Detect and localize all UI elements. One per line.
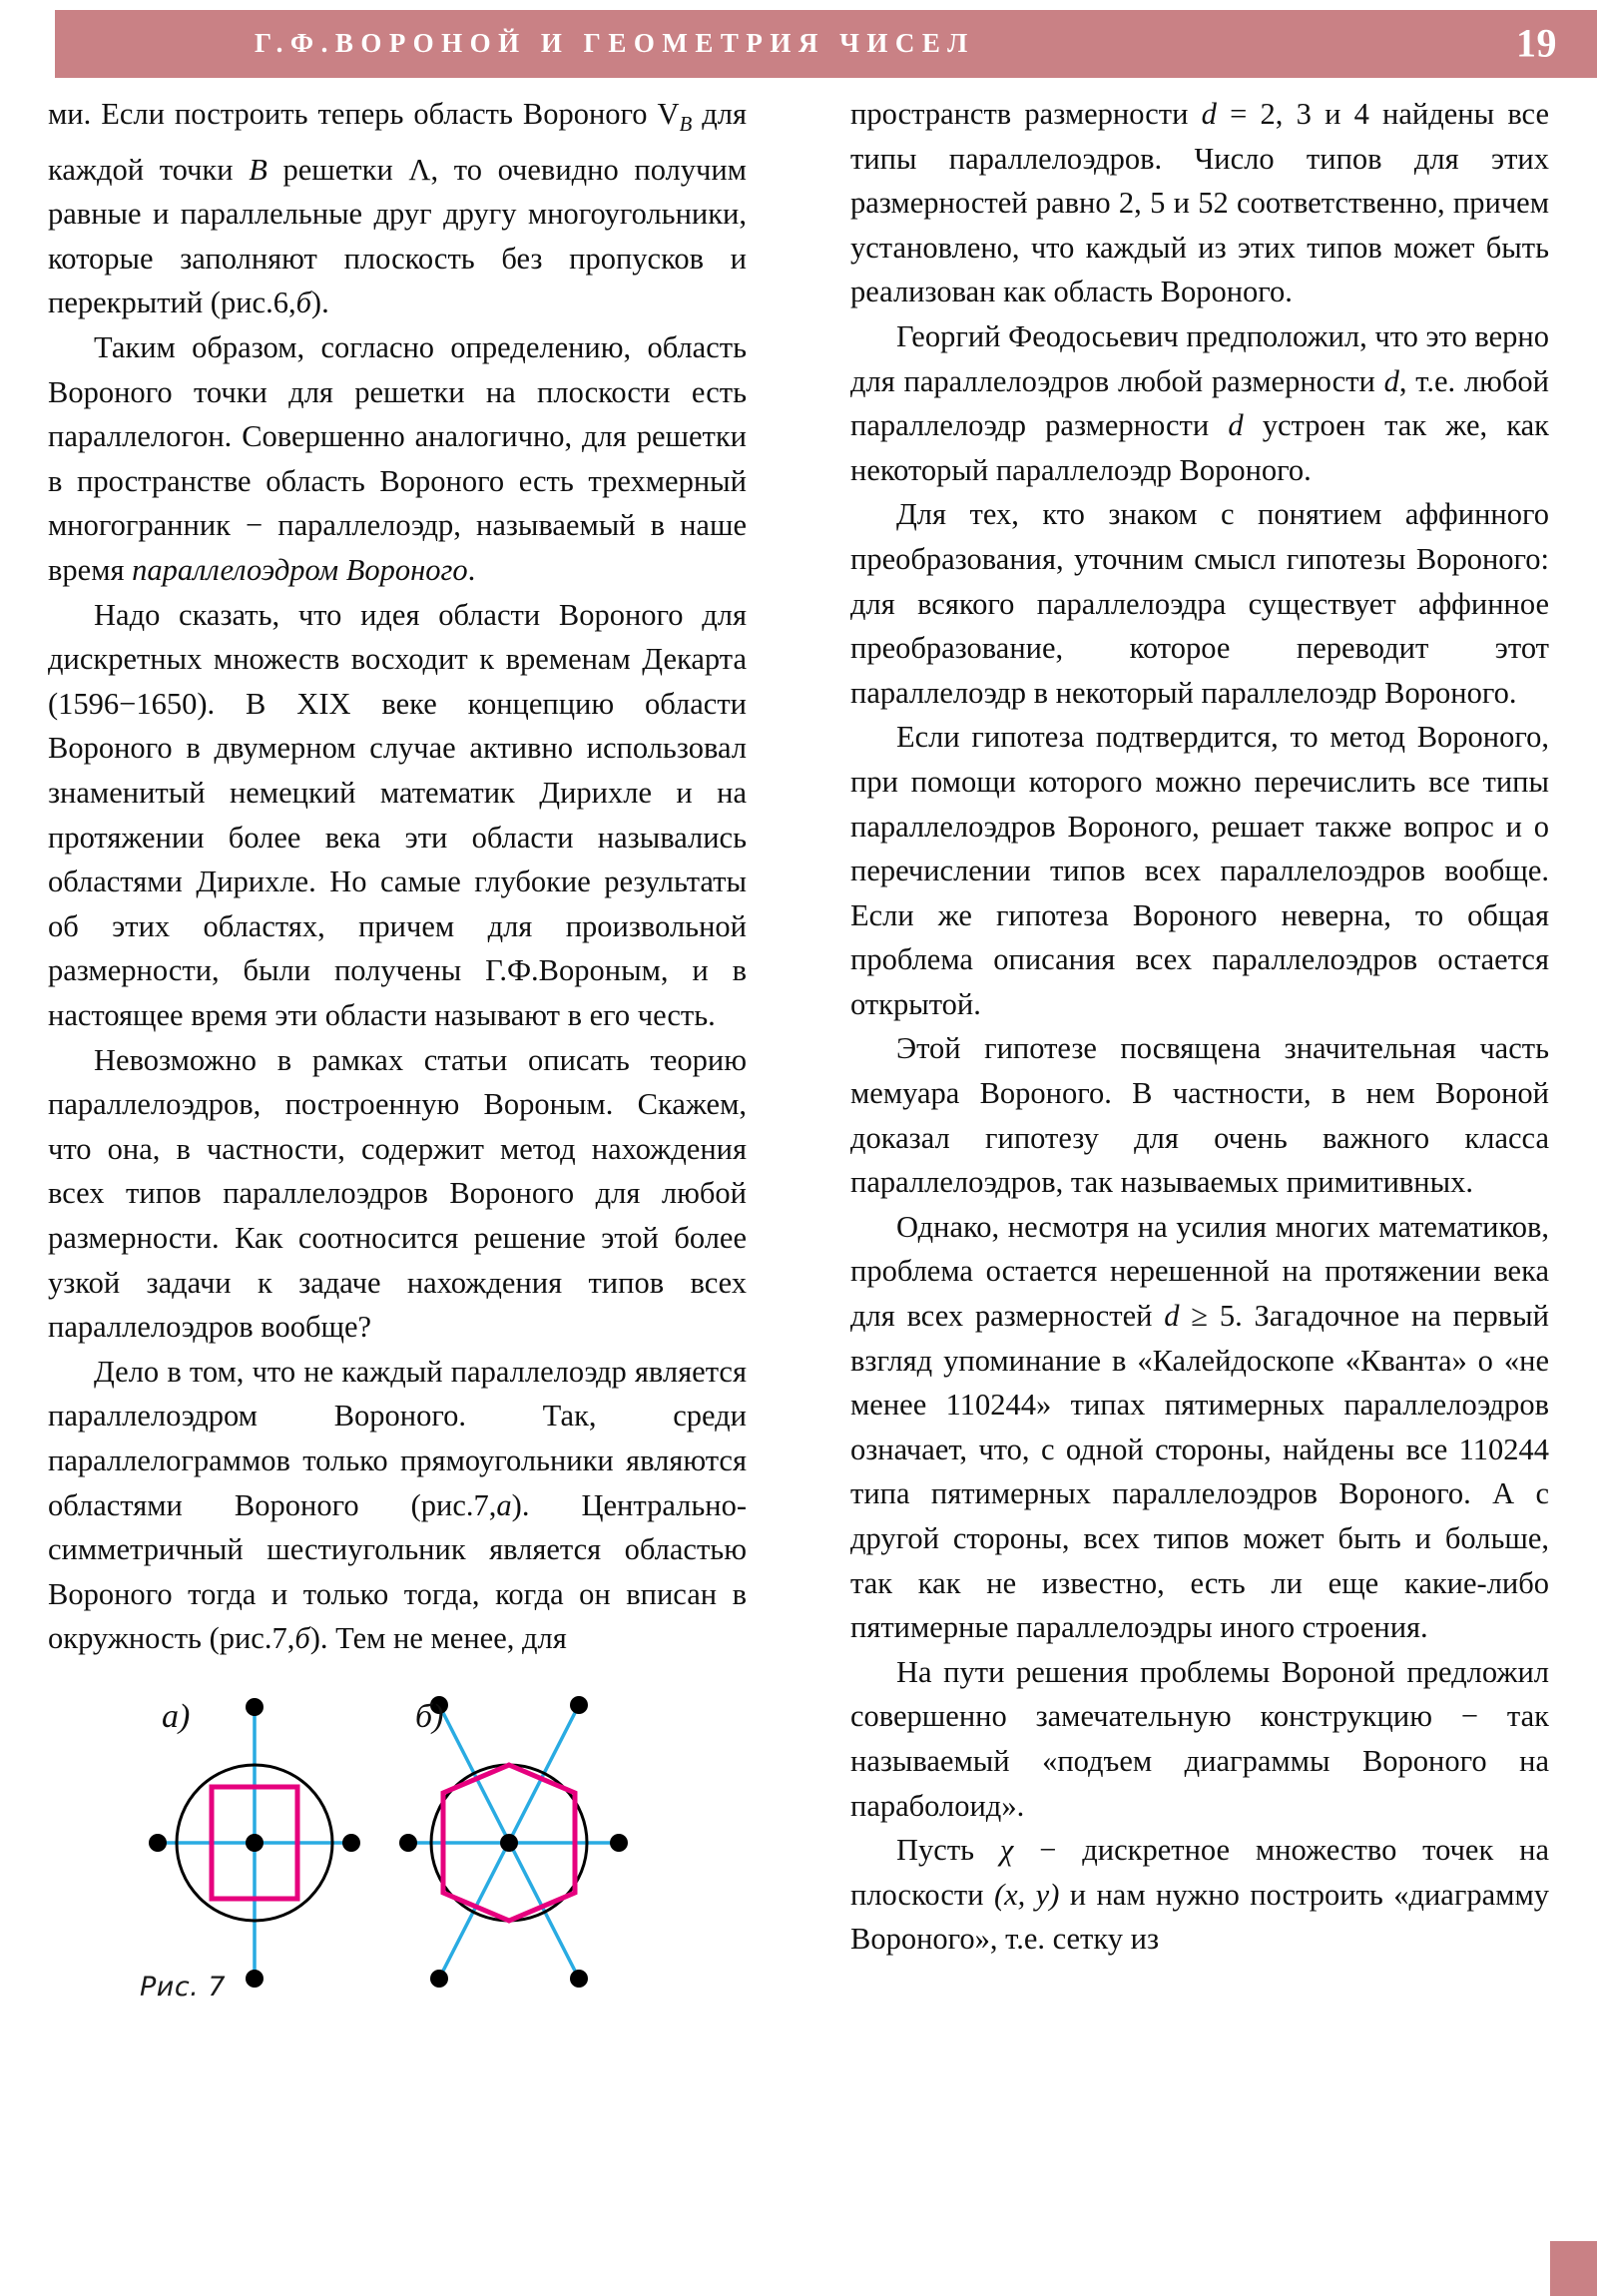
lattice-dot — [342, 1834, 360, 1852]
column-left — [48, 92, 747, 2009]
column-right — [850, 92, 1549, 1962]
lattice-dot — [399, 1834, 417, 1852]
corner-decoration — [1550, 2241, 1597, 2296]
lattice-center-dot — [246, 1834, 264, 1852]
paragraph: Пусть χ − дискретное множество точек на плоскости (x, y) и нам нужно построить «диаграмму Вороного», т.е. сетку из — [850, 1833, 1549, 1957]
figure-7 — [48, 1679, 747, 2009]
paragraph: Для тех, кто знаком с понятием аффинного преобразования, уточним смысл гипотезы Вороного: для всякого параллелоэдра существует аффинное преобразование, которое переводит этот параллелоэдр в некоторый параллелоэдр Вороного. — [850, 497, 1549, 710]
paragraph: Если гипотеза подтвердится, то метод Вороного, при помощи которого можно перечислить все типы параллелоэдров Вороного, решает также вопрос и о перечислении типов всех параллелоэдров вообще. Если же гипотеза Вороного неверна, то общая проблема описания всех параллелоэдров остается открытой. — [850, 720, 1549, 1021]
lattice-dot — [246, 1698, 264, 1716]
lattice-dot — [430, 1970, 448, 1988]
figure-label-a: а) — [162, 1697, 191, 1735]
paragraph: Дело в том, что не каждый параллелоэдр является параллелоэдром Вороного. Так, среди параллелограммов только прямоугольники являются областями Вороного (рис.7,а). Центрально-симметричный шестиугольник является областью Вороного тогда и только тогда, когда он вписан в окружность (рис.7,б). Тем не менее, для — [48, 1354, 747, 1656]
page-title: Г.Ф.ВОРОНОЙ И ГЕОМЕТРИЯ ЧИСЕЛ — [255, 27, 975, 58]
paragraph: Невозможно в рамках статьи описать теорию параллелоэдров, построенную Вороным. Скажем, что она, в частности, содержит метод нахождения всех типов параллелоэдров Вороного для любой размерности. Как соотносится решение этой более узкой задачи к задаче нахождения типов всех параллелоэдров вообще? — [48, 1042, 747, 1345]
paragraph: Надо сказать, что идея области Вороного для дискретных множеств восходит к временам Декарта (1596−1650). В XIX веке концепцию области Вороного в двумерном случае активно использовал знаменитый немецкий математик Дирихле и на протяжении более века эти области назывались областями Дирихле. Но самые глубокие результаты об этих областях, причем для произвольной размерности, были получены Г.Ф.Вороным, и в настоящее время эти области называют в его честь. — [48, 597, 747, 1032]
lattice-dot — [570, 1696, 588, 1714]
lattice-dot — [149, 1834, 167, 1852]
paragraph: ми. Если построить теперь область Вороного $V_B$ для каждой точки B решетки Λ, то очевидно получим равные и параллельные друг другу многоугольники, которые заполняют плоскость без пропусков и перекрытий (рис.6,б). — [48, 97, 747, 320]
figure-panel-a — [149, 1698, 360, 1988]
lattice-center-dot — [500, 1834, 518, 1852]
figure-label-b: б) — [415, 1697, 444, 1735]
figure-7-graphic — [120, 1679, 679, 2009]
page-header-banner — [55, 10, 1597, 78]
paragraph: Таким образом, согласно определению, область Вороного точки для решетки на плоскости есть параллелогон. Совершенно аналогично, для решетки в пространстве область Вороного есть трехмерный многогранник − параллелоэдр, называемый в наше время параллелоэдром Вороного. — [48, 330, 747, 588]
article-body — [0, 92, 1597, 2296]
paragraph: пространств размерности d = 2, 3 и 4 найдены все типы параллелоэдров. Число типов для этих размерностей равно 2, 5 и 52 соответственно, причем установлено, что каждый из этих типов может быть реализован как область Вороного. — [850, 97, 1549, 309]
lattice-dot — [246, 1970, 264, 1988]
paragraph: Этой гипотезе посвящена значительная часть мемуара Вороного. В частности, в нем Вороной доказал гипотезу для очень важного класса параллелоэдров, так называемых примитивных. — [850, 1031, 1549, 1200]
figure-panel-b — [399, 1696, 628, 1988]
figure-caption: Рис. 7 — [140, 1971, 227, 2003]
paragraph: Однако, несмотря на усилия многих математиков, проблема остается нерешенной на протяжении века для всех размерностей d ≥ 5. Загадочное на первый взгляд упоминание в «Калейдоскопе «Кванта» о «не менее 110244» типах пятимерных параллелоэдров означает, что, с одной стороны, найдены все 110244 типа пятимерных параллелоэдров Вороного. А с другой стороны, всех типов может быть и больше, так как не известно, есть ли еще какие-либо пятимерные параллелоэдры иного строения. — [850, 1209, 1549, 1645]
lattice-dot — [610, 1834, 628, 1852]
page-number: 19 — [1516, 20, 1557, 66]
paragraph: На пути решения проблемы Вороной предложил совершенно замечательную конструкцию − так называемый «подъем диаграммы Вороного на параболоид». — [850, 1654, 1549, 1823]
lattice-dot — [570, 1970, 588, 1988]
paragraph: Георгий Феодосьевич предположил, что это верно для параллелоэдров любой размерности d, т.е. любой параллелоэдр размерности d устроен так же, как некоторый параллелоэдр Вороного. — [850, 318, 1550, 487]
